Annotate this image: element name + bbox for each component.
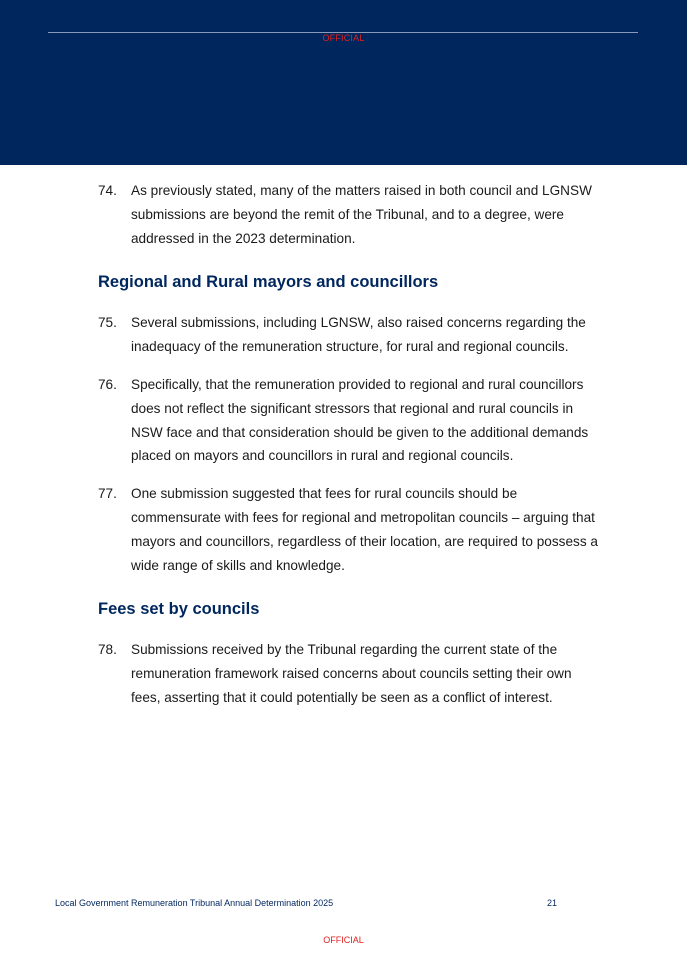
paragraph-text: Several submissions, including LGNSW, also raised concerns regarding the inadequacy of the remuneration structure, for rural and regional councils. (131, 315, 586, 355)
paragraph-number: 77. (98, 486, 117, 502)
paragraph-78 (98, 638, 598, 709)
paragraph-number: 75. (98, 315, 117, 331)
document-body (98, 179, 598, 724)
paragraph-76 (98, 373, 598, 468)
paragraph-number: 78. (98, 642, 117, 658)
classification-marking-top: OFFICIAL (322, 33, 365, 43)
page-number: 21 (546, 898, 557, 908)
paragraph-number: 74. (98, 183, 117, 198)
paragraph-text: One submission suggested that fees for rural councils should be commensurate with fees for regional and metropolitan councils – arguing that mayors and councillors, regardless of their location, are required to possess a wide range of skills and knowledge. (131, 486, 598, 573)
header-banner (0, 0, 687, 165)
section-heading-regional-rural: Regional and Rural mayors and councillors (98, 273, 439, 292)
paragraph-text: As previously stated, many of the matters raised in both council and LGNSW submissions are beyond the remit of the Tribunal, and to a degree, were addressed in the 2023 determination. (131, 183, 592, 246)
paragraph-number: 76. (98, 376, 117, 392)
paragraph-text: Submissions received by the Tribunal regarding the current state of the remuneration framework raised concerns about councils setting their own fees, asserting that it could potentially be seen as a conflict of interest. (131, 642, 572, 705)
paragraph-text: Specifically, that the remuneration provided to regional and rural councillors does not reflect the significant stressors that regional and rural councils in NSW face and that consideration should be given to the additional demands placed on mayors and councillors in rural and regional councils. (131, 376, 589, 464)
paragraph-74 (98, 179, 598, 250)
section-heading-fees-set: Fees set by councils (98, 600, 260, 619)
paragraph-75 (98, 311, 598, 359)
page-footer (55, 898, 557, 908)
footer-document-title: Local Government Remuneration Tribunal Annual Determination 2025 (55, 898, 334, 908)
classification-marking-bottom: OFFICIAL (323, 935, 364, 945)
paragraph-77 (98, 482, 598, 577)
